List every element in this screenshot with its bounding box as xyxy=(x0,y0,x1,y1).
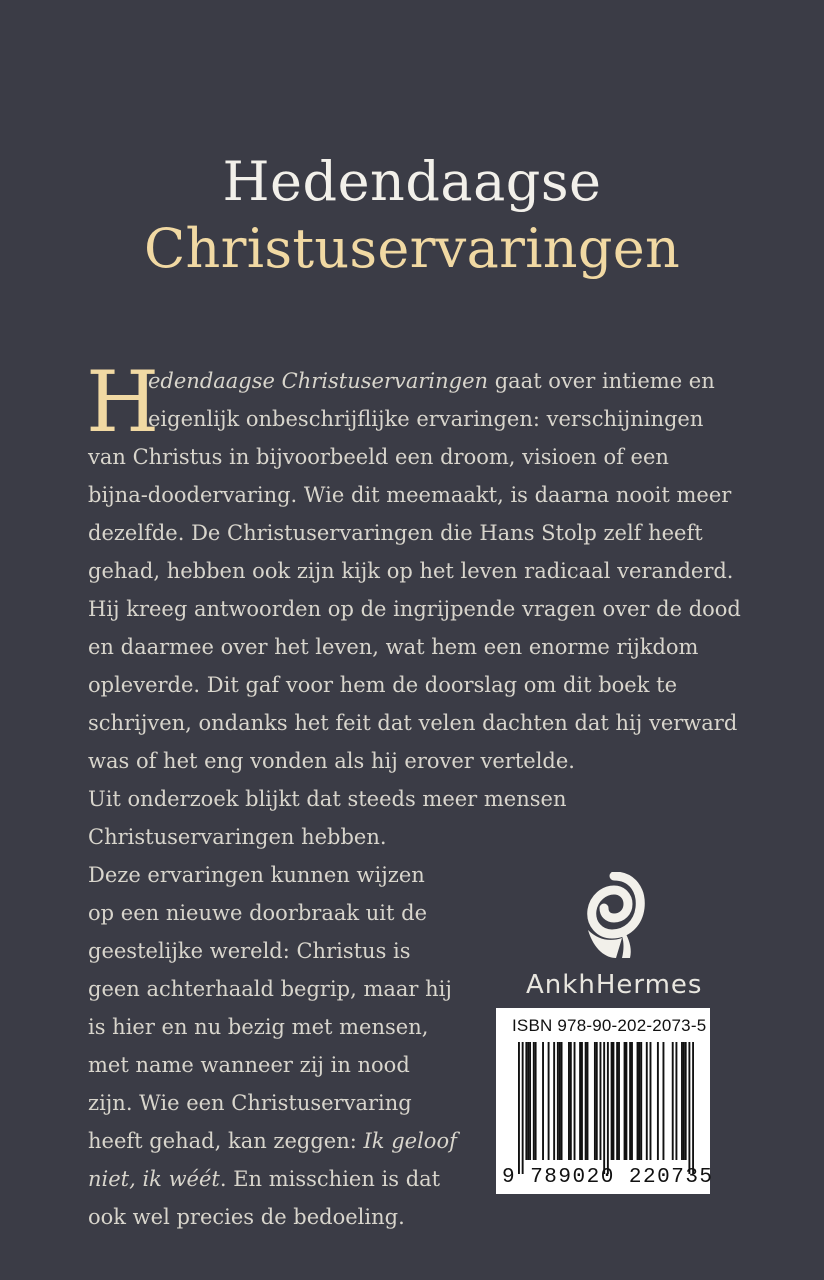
barcode-bar xyxy=(681,1042,683,1160)
barcode-bar xyxy=(561,1042,563,1160)
blurb-line: van Christus in bijvoorbeeld een droom, visioen of een xyxy=(88,445,669,469)
blurb-italic-quote: Ik geloof xyxy=(363,1129,457,1153)
blurb-text-segment: . En misschien is dat xyxy=(219,1167,441,1191)
barcode-bar xyxy=(646,1042,648,1160)
barcode-bar xyxy=(637,1042,639,1160)
barcode-bar xyxy=(692,1042,694,1174)
blurb-italic-title: edendaagse Christuservaringen xyxy=(148,369,489,393)
blurb-text-segment: heeft gehad, kan zeggen: xyxy=(88,1129,364,1153)
barcode-bar xyxy=(570,1042,572,1160)
blurb-line: geestelijke wereld: Christus is xyxy=(88,939,411,963)
blurb-line: Hij kreeg antwoorden op de ingrijpende vragen over de dood xyxy=(88,597,741,621)
ankhhermes-logo-icon xyxy=(576,872,646,962)
blurb-line: dezelfde. De Christuservaringen die Hans Stolp zelf heeft xyxy=(88,521,703,545)
barcode-bar xyxy=(585,1042,587,1160)
barcode-bar xyxy=(581,1042,583,1160)
barcode-bar xyxy=(527,1042,529,1160)
barcode-bar xyxy=(557,1042,559,1160)
barcode-bar xyxy=(559,1042,561,1160)
barcode-bar xyxy=(672,1042,674,1160)
barcode-bar xyxy=(535,1042,537,1160)
isbn-label: ISBN 978-90-202-2073-5 xyxy=(512,1016,707,1035)
blurb-text-segment: gaat over intieme en xyxy=(488,369,715,393)
publisher-name-part: Hermes xyxy=(595,970,703,1000)
barcode-bar xyxy=(522,1042,524,1174)
barcode-bar xyxy=(631,1042,633,1160)
blurb-line: gehad, hebben ook zijn kijk op het leven radicaal veranderd. xyxy=(88,559,734,583)
publisher-name-part: Ankh xyxy=(526,970,596,1000)
blurb-line: was of het eng vonden als hij erover vertelde. xyxy=(88,749,575,773)
barcode-bar xyxy=(594,1042,596,1160)
barcode-bar xyxy=(568,1042,570,1160)
blurb-line: zijn. Wie een Christuservaring xyxy=(88,1091,412,1115)
blurb-line: Uit onderzoek blijkt dat steeds meer mensen xyxy=(88,787,567,811)
blurb-line: geen achterhaald begrip, maar hij xyxy=(88,977,452,1001)
blurb-line: schrijven, ondanks het feit dat velen dachten dat hij verward xyxy=(88,711,738,735)
barcode-box xyxy=(496,1008,714,1194)
barcode-bar xyxy=(616,1042,618,1160)
blurb-line: met name wanneer zij in nood xyxy=(88,1053,410,1077)
barcode-bar xyxy=(611,1042,613,1160)
barcode-bar xyxy=(663,1042,665,1160)
publisher-name xyxy=(526,970,703,1000)
barcode-bar xyxy=(574,1042,576,1160)
barcode-bar xyxy=(607,1042,609,1174)
barcode-bar xyxy=(624,1042,626,1160)
publisher-block xyxy=(526,872,703,1006)
blurb-line xyxy=(88,362,728,400)
barcode-bar xyxy=(600,1042,602,1160)
blurb-line: en daarmee over het leven, wat hem een enorme rijkdom xyxy=(88,635,699,659)
barcode-bar xyxy=(587,1042,589,1160)
barcode-bar xyxy=(640,1042,642,1160)
blurb-line: op een nieuwe doorbraak uit de xyxy=(88,901,428,925)
blurb-line: opleverde. Dit gaf voor hem de doorslag om dit boek te xyxy=(88,673,677,697)
barcode-bar xyxy=(688,1042,690,1174)
blurb-line: Christuservaringen hebben. xyxy=(88,825,387,849)
barcode-bar xyxy=(657,1042,659,1160)
blurb-line: eigenlijk onbeschrijflijke ervaringen: verschijningen xyxy=(148,407,704,431)
barcode-bar xyxy=(650,1042,652,1160)
blurb-line: bijna-doodervaring. Wie dit meemaakt, is daarna nooit meer xyxy=(88,483,732,507)
title-line-1: Hedendaagse xyxy=(222,150,602,213)
barcode-bar xyxy=(683,1042,685,1160)
barcode-bar xyxy=(675,1042,677,1160)
barcode-bars xyxy=(518,1042,694,1174)
barcode-bar xyxy=(525,1042,527,1160)
barcode-bar xyxy=(618,1042,620,1160)
barcode-bar xyxy=(529,1042,531,1160)
blurb-line: Deze ervaringen kunnen wijzen xyxy=(88,863,425,887)
barcode-bar xyxy=(612,1042,614,1160)
barcode-bar xyxy=(579,1042,581,1160)
blurb-line: ook wel precies de bedoeling. xyxy=(88,1205,405,1229)
barcode-bar xyxy=(638,1042,640,1160)
barcode-bar xyxy=(533,1042,535,1160)
barcode-bar xyxy=(518,1042,520,1174)
barcode-bar xyxy=(548,1042,550,1160)
barcode-bar xyxy=(553,1042,555,1160)
title-line-2: Christuservaringen xyxy=(143,217,681,280)
barcode-bar xyxy=(542,1042,544,1160)
barcode-bar xyxy=(625,1042,627,1160)
blurb-line: is hier en nu bezig met mensen, xyxy=(88,1015,429,1039)
blurb-italic-quote: niet, ik wéét xyxy=(88,1167,220,1191)
barcode-bar xyxy=(629,1042,631,1160)
barcode-digits: 9 789020 220735 xyxy=(502,1166,714,1189)
barcode-bar xyxy=(596,1042,598,1160)
barcode-bar xyxy=(685,1042,687,1160)
barcode-bar xyxy=(603,1042,605,1174)
drop-cap: H xyxy=(86,353,160,451)
